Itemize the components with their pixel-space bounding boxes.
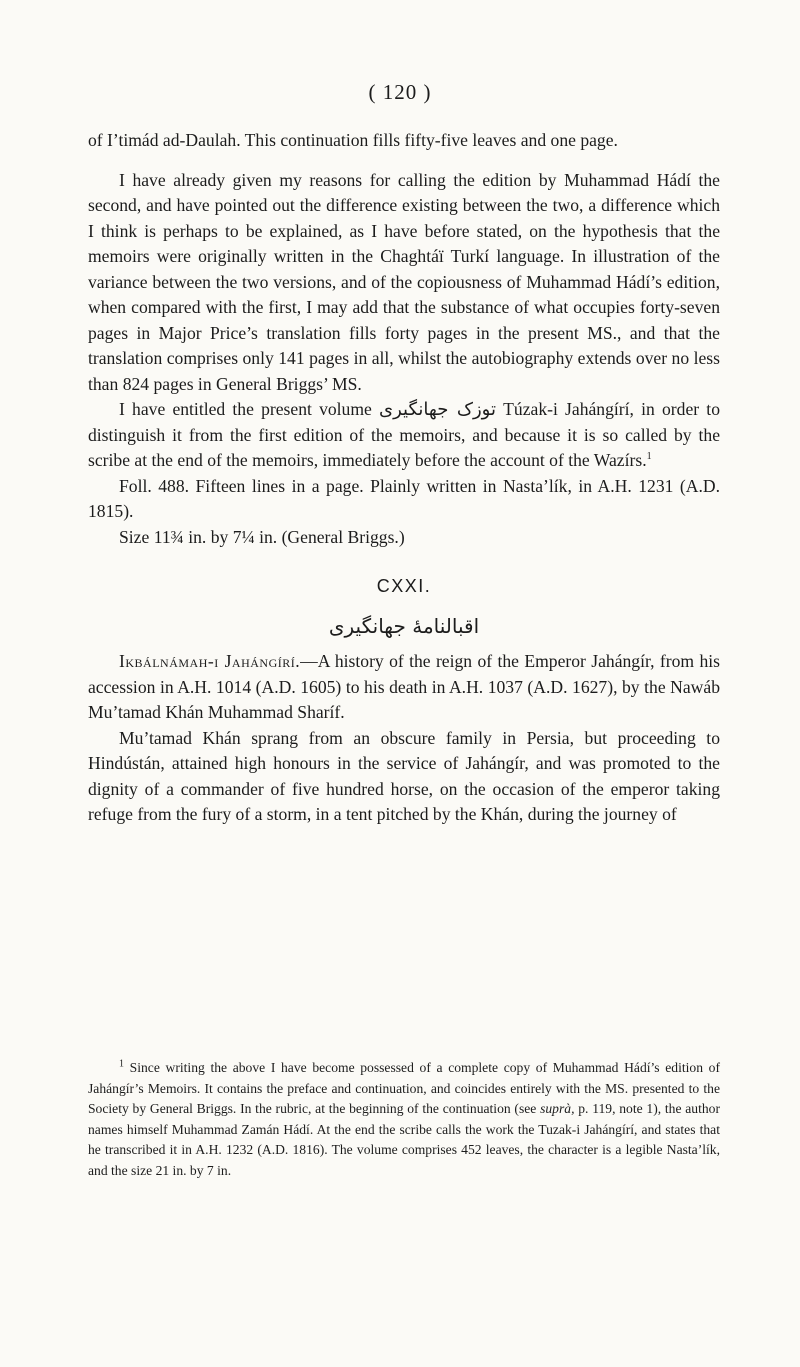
paragraph-5: Size 11¾ in. by 7¼ in. (General Briggs.) xyxy=(119,526,405,547)
footnote xyxy=(88,1058,720,1181)
footnote-italic: suprà, xyxy=(540,1101,575,1116)
footnote-body-2: p. 119, note 1), the author names himself Muhammad Zamán Hádí. At the end the scribe calls the work the Tuzak-i Jahángírí, and states that he transcribed it in A.H. 1232 (A.D. 1816). The volume comprises 452 leaves, the character is a legible Nasta’lík, and the size 21 in. by 7 in. xyxy=(88,1101,720,1178)
footnote-reference: 1 xyxy=(646,451,652,463)
footnote-text xyxy=(88,1058,720,1181)
paragraph-2: I have already given my reasons for calling the edition by Muhammad Hádí the second, and have pointed out the difference existing between the two, a difference which I think is perhaps to be explained, as I have before stated, on the hypothesis that the memoirs were originally written in the Chaghtáï Turkí language. In illustration of the variance between the two versions, and of the copiousness of Muhammad Hádí’s edition, when compared with the first, I may add that the substance of what occupies forty-seven pages in Major Price’s translation fills forty pages in the present MS., and that the translation comprises only 141 pages in all, whilst the autobiography extends over no less than 824 pages in General Briggs’ MS. xyxy=(88,169,720,394)
paragraph-6-rest: —A history of the reign of the Emperor Jahángír, from his accession in A.H. 1014 (A.D. 1605) to his death in A.H. 1037 (A.D. 1627), by the Nawáb Mu’tamad Khán Muhammad Sharíf. xyxy=(88,651,721,722)
paragraph-6 xyxy=(88,649,720,726)
page-number: ( 120 ) xyxy=(368,80,432,104)
work-title: Ikbálnámah-i Jahángírí. xyxy=(119,651,301,671)
section-arabic-title: اقبالنامهٔ جهانگیری xyxy=(328,613,480,638)
main-text xyxy=(88,128,720,828)
paragraph-3-lead: I have entitled the present volume xyxy=(119,399,380,419)
paragraph-4: Foll. 488. Fifteen lines in a page. Plainly written in Nasta’lík, in A.H. 1231 (A.D. 1815). xyxy=(88,475,720,521)
section-heading: CXXI. xyxy=(376,576,432,596)
paragraph-1: of I’timád ad-Daulah. This continuation fills fifty-five leaves and one page. xyxy=(88,130,618,150)
footnote-mark: 1 xyxy=(119,1058,124,1070)
footnote-body-1: Since writing the above I have become possessed of a complete copy of Muhammad Hádí’s edition of Jahángír’s Memoirs. It contains the preface and continuation, and coincides entirely with the MS. presented to the Society by General Briggs. In the rubric, at the beginning of the continuation (see xyxy=(88,1060,720,1116)
paragraph-3-rest: Túzak-i Jahángírí, in order to distinguish it from the first edition of the memoirs, and because it is so called by the scribe at the end of the memoirs, immediately before the account of the Wazírs. xyxy=(88,399,720,470)
arabic-title-inline: توزک جهانگیری xyxy=(379,399,496,420)
paragraph-3 xyxy=(88,397,720,474)
paragraph-7: Mu’tamad Khán sprang from an obscure family in Persia, but proceeding to Hindústán, attained high honours in the service of Jahángír, and was promoted to the dignity of a commander of five hundred horse, on the occasion of the emperor taking refuge from the fury of a storm, in a tent pitched by the Khán, during the journey of xyxy=(88,727,720,824)
